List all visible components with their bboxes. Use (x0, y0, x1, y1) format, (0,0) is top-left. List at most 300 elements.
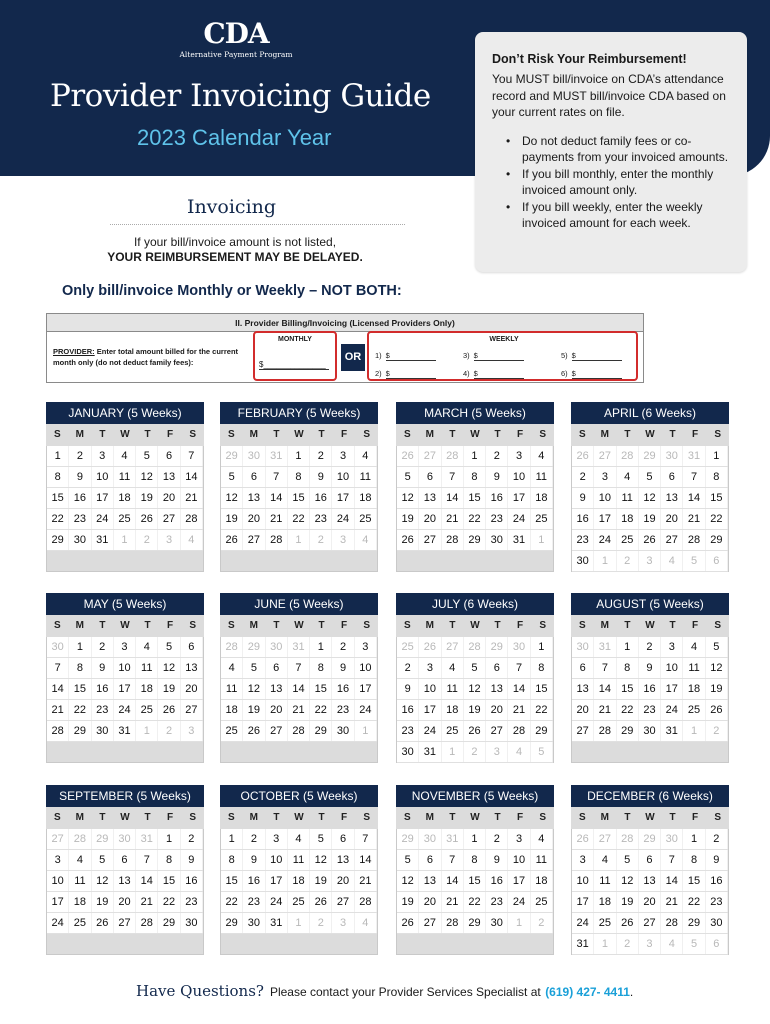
calendar-day: 19 (136, 488, 158, 508)
adjacent-month-day: 29 (243, 637, 265, 657)
week-row (397, 829, 553, 850)
calendar-day: 3 (419, 658, 441, 678)
week-row (221, 892, 377, 913)
week-row (572, 637, 728, 658)
phone-link[interactable]: (619) 427- 4411 (545, 985, 630, 999)
calendar-day: 15 (464, 871, 486, 891)
adjacent-month-day: 31 (288, 637, 310, 657)
adjacent-month-day: 30 (508, 637, 530, 657)
calendar-day: 25 (442, 721, 464, 741)
calendar-day: 23 (486, 509, 508, 529)
form-heading: II. Provider Billing/Invoicing (Licensed Providers Only) (47, 314, 643, 332)
adjacent-month-day: 27 (442, 637, 464, 657)
billing-rule: Only bill/invoice Monthly or Weekly – NOT BOTH: (62, 283, 402, 299)
adjacent-month-day: 30 (419, 829, 441, 849)
calendar-day: 20 (486, 700, 508, 720)
adjacent-month-day: 26 (572, 829, 594, 849)
calendar-day: 25 (617, 530, 639, 550)
calendar-day: 20 (266, 700, 288, 720)
calendar-day: 22 (617, 700, 639, 720)
calendar-day: 30 (572, 551, 594, 571)
calendar-day: 18 (442, 700, 464, 720)
calendar-day: 11 (594, 871, 616, 891)
calendar-day: 7 (136, 850, 158, 870)
calendar-day: 19 (158, 679, 180, 699)
week-row (221, 637, 377, 658)
calendar-day: 20 (332, 871, 354, 891)
calendar-day: 24 (508, 892, 530, 912)
adjacent-month-day: 26 (397, 446, 419, 466)
weekday-label: T (624, 620, 631, 631)
calendar-day: 6 (572, 658, 594, 678)
calendar-day: 28 (136, 913, 158, 933)
adjacent-month-day: 29 (397, 829, 419, 849)
weekday-label: T (144, 812, 151, 823)
weekday-label: S (578, 620, 586, 631)
week-row (47, 892, 203, 913)
weekday-label: T (494, 620, 501, 631)
calendar-day: 26 (136, 509, 158, 529)
calendar-day: 8 (47, 467, 69, 487)
weekday-label: W (294, 429, 304, 440)
adjacent-month-day: 5 (683, 551, 705, 571)
calendar-day: 1 (683, 829, 705, 849)
weekday-label: M (249, 812, 259, 823)
weeks-grid (46, 446, 204, 572)
invoicing-heading: Invoicing (186, 196, 277, 218)
adjacent-month-day: 4 (508, 742, 530, 762)
calendar-day: 19 (397, 509, 419, 529)
calendar-day: 16 (486, 488, 508, 508)
calendar-day: 21 (266, 509, 288, 529)
calendar-day: 27 (419, 913, 441, 933)
calendar-day: 30 (181, 913, 203, 933)
week-row (221, 509, 377, 530)
warning-bullet: • If you bill weekly, enter the weekly invoiced amount for each week. (506, 199, 731, 232)
calendar-day: 28 (442, 913, 464, 933)
calendar-day: 13 (572, 679, 594, 699)
calendar-day: 14 (661, 871, 683, 891)
week-number: 4) (463, 369, 470, 378)
adjacent-month-day: 1 (594, 551, 616, 571)
month-title: JANUARY (5 Weeks) (46, 402, 204, 424)
calendar-day: 8 (310, 658, 332, 678)
spacer-row (221, 551, 377, 572)
calendar-day: 2 (639, 637, 661, 657)
month-title: JULY (6 Weeks) (396, 593, 554, 615)
calendar-day: 1 (617, 637, 639, 657)
calendar-day: 30 (69, 530, 91, 550)
calendar-day: 1 (288, 446, 310, 466)
adjacent-month-day: 2 (158, 721, 180, 741)
calendar-day: 21 (181, 488, 203, 508)
calendar-day: 6 (266, 658, 288, 678)
calendar-day: 26 (706, 700, 728, 720)
weekday-label: T (318, 620, 325, 631)
calendar-day: 26 (617, 913, 639, 933)
week-row (397, 913, 553, 934)
weekday-label: W (645, 620, 655, 631)
calendar-day: 6 (243, 467, 265, 487)
calendar-day: 11 (288, 850, 310, 870)
calendar-day: 4 (136, 637, 158, 657)
calendar-day: 29 (617, 721, 639, 741)
calendar-day: 22 (464, 509, 486, 529)
calendar-day: 29 (531, 721, 553, 741)
calendar-day: 30 (486, 913, 508, 933)
calendar-day: 25 (136, 700, 158, 720)
calendar-day: 30 (639, 721, 661, 741)
week-row (47, 658, 203, 679)
week-row (47, 700, 203, 721)
calendar-day: 9 (332, 658, 354, 678)
footer (136, 982, 633, 1001)
calendar-day: 22 (69, 700, 91, 720)
calendar-day: 19 (464, 700, 486, 720)
month-calendar (571, 593, 729, 763)
weekday-label: M (425, 812, 435, 823)
month-title: NOVEMBER (5 Weeks) (396, 785, 554, 807)
weekday-label: W (294, 620, 304, 631)
weekday-label: S (363, 429, 370, 440)
calendar-day: 15 (310, 679, 332, 699)
calendar-day: 3 (355, 637, 377, 657)
adjacent-month-day: 31 (136, 829, 158, 849)
calendar-day: 17 (419, 700, 441, 720)
calendar-day: 16 (243, 871, 265, 891)
calendar-day: 20 (572, 700, 594, 720)
calendar-day: 12 (310, 850, 332, 870)
calendar-day: 10 (332, 467, 354, 487)
weekday-label: F (341, 812, 348, 823)
spacer-row (221, 742, 377, 763)
adjacent-month-day: 1 (355, 721, 377, 741)
week-row (572, 446, 728, 467)
weekday-label: S (189, 812, 196, 823)
calendar-day: 30 (332, 721, 354, 741)
logo-mark: CDA (203, 17, 269, 50)
weekday-label: T (624, 429, 631, 440)
calendar-day: 17 (508, 488, 530, 508)
calendar-day: 14 (181, 467, 203, 487)
calendar-day: 28 (594, 721, 616, 741)
adjacent-month-day: 30 (266, 637, 288, 657)
warning-body: You MUST bill/invoice on CDA’s attendance record and MUST bill/invoice CDA based on your current rates on file. (492, 72, 726, 119)
provider-text: Enter total amount billed for the current month only (do not deduct family fees): (53, 347, 239, 367)
calendar-day: 1 (464, 446, 486, 466)
adjacent-month-day: 1 (683, 721, 705, 741)
calendar-day: 13 (486, 679, 508, 699)
calendar-day: 23 (397, 721, 419, 741)
calendar-day: 12 (243, 679, 265, 699)
calendar-day: 6 (661, 467, 683, 487)
calendar-day: 12 (158, 658, 180, 678)
adjacent-month-day: 2 (531, 913, 553, 933)
calendar-day: 4 (442, 658, 464, 678)
week-row (221, 829, 377, 850)
week-row (397, 742, 553, 763)
calendar-day: 16 (639, 679, 661, 699)
calendar-day: 17 (92, 488, 114, 508)
calendar-day: 24 (47, 913, 69, 933)
calendar-day: 13 (243, 488, 265, 508)
calendar-day: 5 (397, 467, 419, 487)
weekday-label: S (578, 429, 586, 440)
calendar-day: 15 (617, 679, 639, 699)
calendar-day: 7 (181, 446, 203, 466)
week-row (221, 679, 377, 700)
calendar-day: 9 (397, 679, 419, 699)
calendar-day: 10 (419, 679, 441, 699)
week-row (572, 871, 728, 892)
calendar-day: 20 (639, 892, 661, 912)
calendar-day: 19 (221, 509, 243, 529)
week-amount-blank: $ (386, 369, 436, 379)
calendar-day: 30 (397, 742, 419, 762)
calendar-day: 25 (355, 509, 377, 529)
calendar-day: 27 (486, 721, 508, 741)
adjacent-month-day: 31 (594, 637, 616, 657)
calendar-day: 3 (572, 850, 594, 870)
calendar-day: 17 (332, 488, 354, 508)
adjacent-month-day: 3 (332, 530, 354, 550)
week-row (572, 850, 728, 871)
calendar-day: 21 (442, 509, 464, 529)
calendar-day: 19 (243, 700, 265, 720)
calendar-day: 13 (661, 488, 683, 508)
adjacent-month-day: 4 (355, 530, 377, 550)
calendar-day: 3 (92, 446, 114, 466)
calendar-day: 28 (47, 721, 69, 741)
calendar-day: 19 (617, 892, 639, 912)
calendar-day: 7 (355, 829, 377, 849)
weekday-label: S (403, 620, 411, 631)
week-row (572, 467, 728, 488)
adjacent-month-day: 31 (266, 446, 288, 466)
calendar-day: 20 (661, 509, 683, 529)
weekday-label: T (669, 620, 676, 631)
month-title: MARCH (5 Weeks) (396, 402, 554, 424)
calendar-day: 30 (92, 721, 114, 741)
adjacent-month-day: 26 (419, 637, 441, 657)
week-amount-blank: $ (572, 369, 622, 379)
weekday-label: T (449, 620, 456, 631)
adjacent-month-day: 28 (69, 829, 91, 849)
calendar-day: 19 (92, 892, 114, 912)
calendar-day: 25 (69, 913, 91, 933)
calendar-day: 25 (594, 913, 616, 933)
calendar-day: 31 (572, 934, 594, 954)
calendar-day: 9 (572, 488, 594, 508)
week-row (572, 551, 728, 572)
weekday-label: M (425, 620, 435, 631)
calendar-day: 17 (594, 509, 616, 529)
calendar-day: 23 (69, 509, 91, 529)
calendar-day: 16 (181, 871, 203, 891)
calendar-day: 16 (69, 488, 91, 508)
calendar-day: 11 (355, 467, 377, 487)
calendar-day: 25 (114, 509, 136, 529)
calendar-day: 12 (136, 467, 158, 487)
calendar-day: 24 (355, 700, 377, 720)
calendar-day: 4 (531, 446, 553, 466)
adjacent-month-day: 2 (136, 530, 158, 550)
calendar-day: 8 (617, 658, 639, 678)
weekday-header (220, 615, 378, 637)
week-row (572, 829, 728, 850)
calendar-day: 26 (397, 913, 419, 933)
page-title: Provider Invoicing Guide (50, 78, 431, 114)
week-row (47, 721, 203, 742)
week-row (397, 446, 553, 467)
weeks-grid (396, 829, 554, 955)
calendar-day: 2 (181, 829, 203, 849)
page-subtitle: 2023 Calendar Year (137, 125, 332, 150)
calendar-day: 20 (419, 892, 441, 912)
calendar-day: 29 (310, 721, 332, 741)
calendar-day: 19 (706, 679, 728, 699)
adjacent-month-day: 1 (288, 530, 310, 550)
calendar-day: 17 (355, 679, 377, 699)
week-number: 2) (375, 369, 382, 378)
weekday-label: M (75, 620, 85, 631)
calendar-day: 7 (508, 658, 530, 678)
weekday-label: W (470, 620, 480, 631)
adjacent-month-day: 1 (288, 913, 310, 933)
adjacent-month-day: 30 (114, 829, 136, 849)
calendar-day: 5 (397, 850, 419, 870)
week-row (572, 488, 728, 509)
calendar-day: 31 (114, 721, 136, 741)
adjacent-month-day: 28 (464, 637, 486, 657)
weekly-highlight (367, 331, 638, 381)
calendar-day: 13 (419, 488, 441, 508)
calendar-day: 28 (266, 530, 288, 550)
weekday-label: T (273, 620, 280, 631)
calendar-day: 23 (639, 700, 661, 720)
weekday-label: T (144, 429, 151, 440)
week-amount-blank: $ (386, 351, 436, 361)
adjacent-month-day: 2 (310, 530, 332, 550)
calendar-day: 29 (464, 530, 486, 550)
calendar-day: 10 (661, 658, 683, 678)
calendar-day: 18 (221, 700, 243, 720)
weekday-header (396, 807, 554, 829)
calendar-day: 8 (69, 658, 91, 678)
calendar-day: 1 (69, 637, 91, 657)
calendar-day: 9 (486, 850, 508, 870)
calendar-day: 28 (661, 913, 683, 933)
warning-list (492, 133, 731, 232)
calendar-day: 4 (114, 446, 136, 466)
calendar-day: 25 (288, 892, 310, 912)
week-row (397, 700, 553, 721)
spacer-row (47, 551, 203, 572)
month-calendar (220, 593, 378, 763)
adjacent-month-day: 3 (332, 913, 354, 933)
adjacent-month-day: 29 (486, 637, 508, 657)
calendar-day: 2 (486, 446, 508, 466)
calendar-day: 21 (508, 700, 530, 720)
weekday-header (571, 807, 729, 829)
calendar-day: 8 (158, 850, 180, 870)
week-row (47, 871, 203, 892)
month-calendar (46, 402, 204, 572)
adjacent-month-day: 2 (617, 934, 639, 954)
calendar-day: 12 (221, 488, 243, 508)
calendar-day: 7 (288, 658, 310, 678)
calendar-day: 26 (243, 721, 265, 741)
calendar-day: 27 (158, 509, 180, 529)
week-row (47, 446, 203, 467)
week-row (397, 871, 553, 892)
weekday-label: F (167, 620, 174, 631)
calendar-day: 12 (397, 488, 419, 508)
week-row (397, 892, 553, 913)
week-row (221, 530, 377, 551)
calendar-day: 28 (355, 892, 377, 912)
calendar-day: 5 (136, 446, 158, 466)
calendar-day: 23 (310, 509, 332, 529)
monthly-label: MONTHLY (278, 336, 312, 343)
week-row (47, 829, 203, 850)
adjacent-month-day: 2 (464, 742, 486, 762)
week-row (221, 446, 377, 467)
weekday-label: T (494, 429, 501, 440)
calendar-day: 3 (47, 850, 69, 870)
spacer-row (397, 934, 553, 955)
calendar-day: 23 (243, 892, 265, 912)
month-calendar (220, 785, 378, 955)
calendar-day: 24 (572, 913, 594, 933)
calendar-day: 13 (114, 871, 136, 891)
calendar-day: 9 (639, 658, 661, 678)
calendar-day: 27 (661, 530, 683, 550)
calendar-day: 5 (310, 829, 332, 849)
calendar-day: 8 (531, 658, 553, 678)
calendar-day: 22 (158, 892, 180, 912)
calendar-day: 27 (572, 721, 594, 741)
adjacent-month-day: 30 (661, 446, 683, 466)
calendar-day: 31 (266, 913, 288, 933)
weekday-label: F (692, 620, 699, 631)
adjacent-month-day: 2 (617, 551, 639, 571)
calendar-day: 12 (397, 871, 419, 891)
calendar-day: 13 (266, 679, 288, 699)
month-title: DECEMBER (6 Weeks) (571, 785, 729, 807)
calendar-day: 3 (114, 637, 136, 657)
adjacent-month-day: 30 (47, 637, 69, 657)
calendar-day: 20 (114, 892, 136, 912)
weekday-header (46, 615, 204, 637)
week-row (397, 530, 553, 551)
footer-text: Please contact your Provider Services Specialist at (269, 985, 541, 999)
calendar-day: 24 (508, 509, 530, 529)
calendar-day: 10 (594, 488, 616, 508)
weeks-grid (46, 637, 204, 763)
calendar-day: 15 (531, 679, 553, 699)
calendar-day: 16 (706, 871, 728, 891)
adjacent-month-day: 2 (310, 913, 332, 933)
week-row (221, 871, 377, 892)
footer-period: . (629, 985, 634, 999)
week-row (572, 892, 728, 913)
calendar-day: 3 (508, 829, 530, 849)
calendar-day: 22 (288, 509, 310, 529)
calendar-day: 11 (531, 467, 553, 487)
calendar-day: 17 (572, 892, 594, 912)
calendar-day: 7 (442, 850, 464, 870)
